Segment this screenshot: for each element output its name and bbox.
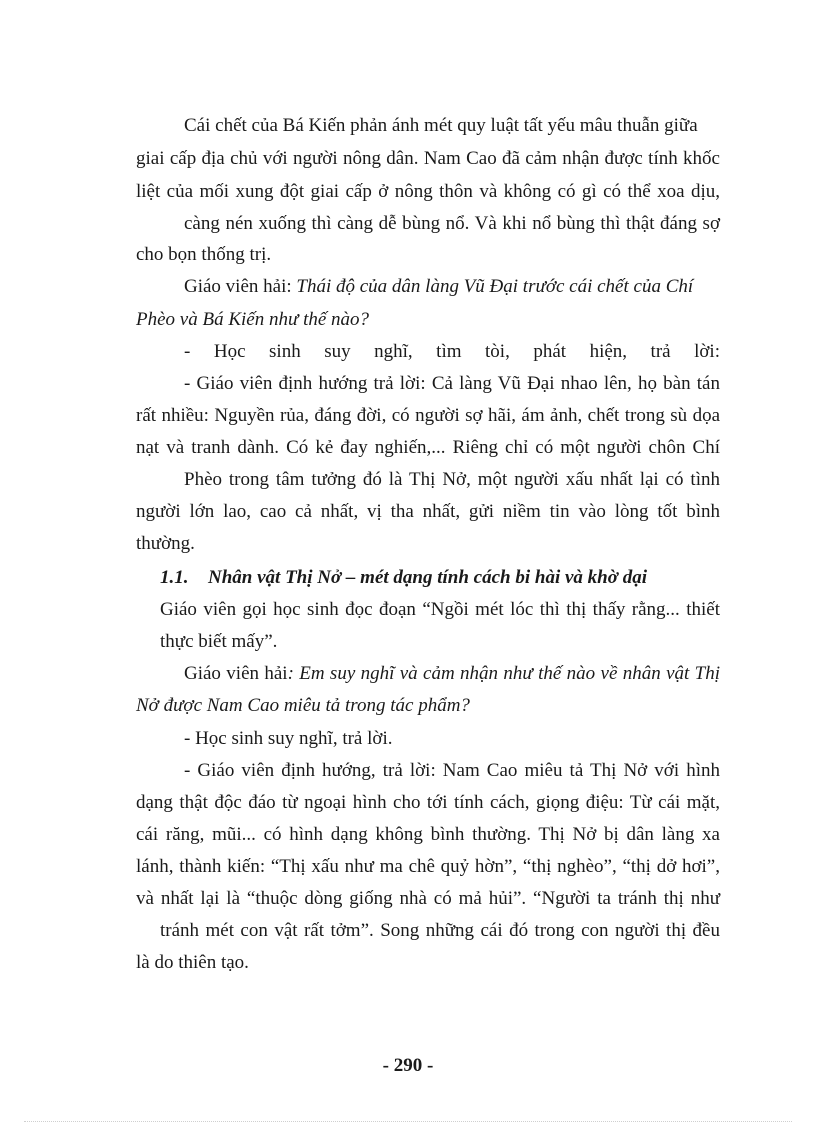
text-line: - Giáo viên định hướng trả lời: Cả làng Vũ Đại nhao lên, họ bàn tán [184, 373, 720, 394]
text-line: người lớn lao, cao cả nhất, vị tha nhất, gửi niềm tin vào lòng tốt bình [136, 501, 720, 522]
section-title: Nhân vật Thị Nở – mét dạng tính cách bi hài và khờ dại [208, 567, 647, 588]
speaker-label: Giáo viên hải: [184, 276, 292, 297]
text-line: và nhất lại là “thuộc dòng giống nhà có mả hủi”. “Người ta tránh thị như [136, 888, 720, 909]
teacher-question [184, 275, 693, 299]
text-line: Giáo viên gọi học sinh đọc đoạn “Ngồi mét lóc thì thị thấy rằng... thiết [160, 599, 720, 620]
text-line: rất nhiều: Nguyền rủa, đáng đời, có người sợ hãi, ám ảnh, chết trong sù dọa [136, 405, 720, 426]
text-line: Nở được Nam Cao miêu tả trong tác phẩm? [136, 695, 470, 716]
text-line: cho bọn thống trị. [136, 244, 272, 265]
page-number: - 290 - [382, 1055, 434, 1076]
text-line: - Học sinh suy nghĩ, trả lời. [184, 728, 393, 749]
text-line: giai cấp địa chủ với người nông dân. Nam Cao đã cảm nhận được tính khốc [136, 148, 720, 169]
question-text: : Em suy nghĩ và cảm nhận như thế nào về nhân vật Thị [287, 663, 720, 684]
text-line: liệt của mối xung đột giai cấp ở nông thôn và không có gì có thể xoa dịu, [136, 181, 720, 202]
text-line: cái răng, mũi... có hình dạng không bình thường. Thị Nở bị dân làng xa [136, 824, 720, 845]
speaker-label: Giáo viên hải [184, 663, 288, 684]
text-line: càng nén xuống thì càng dễ bùng nổ. Và khi nổ bùng thì thật đáng sợ [184, 213, 720, 234]
teacher-question [184, 662, 720, 686]
text-line: Phèo trong tâm tưởng đó là Thị Nở, một người xấu nhất lại có tình [184, 469, 720, 490]
text-line: dạng thật độc đáo từ ngoại hình cho tới tính cách, giọng điệu: Từ cái mặt, [136, 792, 720, 813]
text-line: thường. [136, 533, 195, 554]
text-line: Phèo và Bá Kiến như thế nào? [136, 309, 370, 330]
text-line: lánh, thành kiến: “Thị xấu như ma chê quỷ hờn”, “thị nghèo”, “thị dở hơi”, [136, 856, 720, 877]
question-text: Thái độ của dân làng Vũ Đại trước cái chết của Chí [296, 276, 694, 297]
text-line: - Học sinh suy nghĩ, tìm tòi, phát hiện, trả lời: [184, 341, 720, 362]
text-line: tránh mét con vật rất tởm”. Song những cái đó trong con người thị đều [160, 920, 720, 941]
section-heading [160, 566, 720, 590]
section-number: 1.1. [160, 567, 189, 588]
text-line: - Giáo viên định hướng, trả lời: Nam Cao miêu tả Thị Nở với hình [184, 760, 720, 781]
text-line: Cái chết của Bá Kiến phản ánh mét quy luật tất yếu mâu thuẫn giữa [184, 115, 698, 136]
text-line: nạt và tranh dành. Có kẻ đay nghiến,... Riêng chỉ có một người chôn Chí [136, 437, 720, 458]
text-line: là do thiên tạo. [136, 952, 249, 973]
text-line: thực biết mấy”. [160, 631, 278, 652]
footer-divider [24, 1121, 792, 1122]
